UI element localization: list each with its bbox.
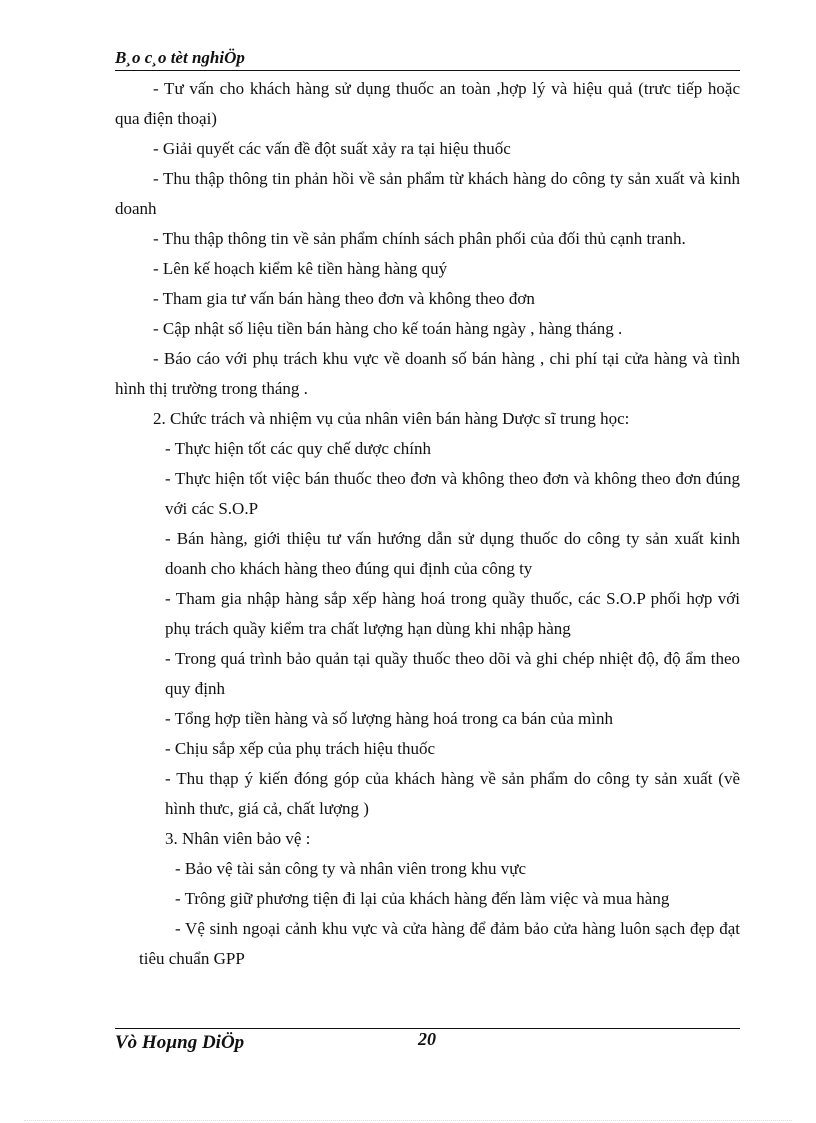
list-item: - Trong quá trình bảo quản tại quầy thuốc theo dõi và ghi chép nhiệt độ, độ ẩm theo quy định [165, 649, 740, 698]
list-item: - Tổng hợp tiền hàng và số lượng hàng hoá trong ca bán của mình [165, 709, 614, 728]
list-item: - Trông giữ phương tiện đi lại của khách hàng đến làm việc và mua hàng [175, 889, 670, 908]
paragraph: - Thu thập thông tin về sản phẩm chính sách phân phối của đối thủ cạnh tranh. [153, 229, 686, 248]
paragraph: - Tư vấn cho khách hàng sử dụng thuốc an toàn ,hợp lý và hiệu quả (trưc tiếp hoặc qua điện thoại) [115, 79, 740, 128]
document-body [115, 74, 740, 974]
list-item: - Chịu sắp xếp của phụ trách hiệu thuốc [165, 739, 436, 758]
list-item: - Bán hàng, giới thiệu tư vấn hướng dẫn sử dụng thuốc do công ty sản xuất kinh doanh cho khách hàng theo đúng qui định của công ty [165, 529, 740, 578]
list-item: - Bảo vệ tài sản công ty và nhân viên trong khu vực [175, 859, 527, 878]
paragraph: - Giải quyết các vấn đề đột suất xảy ra tại hiệu thuốc [153, 139, 511, 158]
section-heading: 3. Nhân viên bảo vệ : [165, 829, 311, 848]
list-item: - Tham gia nhập hàng sắp xếp hàng hoá trong quầy thuốc, các S.O.P phối hợp với phụ trách quầy kiểm tra chất lượng hạn dùng khi nhập hàng [165, 589, 740, 638]
list-item: - Thực hiện tốt các quy chế dược chính [165, 439, 431, 458]
list-item: - Thu thạp ý kiến đóng góp của khách hàng về sản phẩm do công ty sản xuất (về hình thưc, giá cả, chất lượng ) [165, 769, 740, 818]
paragraph: - Thu thập thông tin phản hồi về sản phẩm từ khách hàng do công ty sản xuất và kinh doanh [115, 169, 740, 218]
paragraph: - Lên kế hoạch kiểm kê tiền hàng hàng quý [153, 259, 448, 278]
page-edge [24, 1120, 792, 1121]
section-heading: 2. Chức trách và nhiệm vụ của nhân viên bán hàng Dược sĩ trung học: [153, 409, 630, 428]
footer-author: Vò Hoµng DiÖp [115, 1032, 245, 1053]
running-header-title: B¸o c¸o tèt nghiÖp [115, 48, 245, 67]
paragraph: - Tham gia tư vấn bán hàng theo đơn và không theo đơn [153, 289, 535, 308]
page-number: 20 [418, 1029, 436, 1049]
list-item: - Vệ sinh ngoại cảnh khu vực và cửa hàng để đảm bảo cửa hàng luôn sạch đẹp đạt tiêu chuẩn GPP [139, 919, 740, 968]
header-divider [115, 70, 740, 71]
paragraph: - Cập nhật số liệu tiền bán hàng cho kế toán hàng ngày , hàng tháng . [153, 319, 623, 338]
paragraph: - Báo cáo với phụ trách khu vực về doanh số bán hàng , chi phí tại cửa hàng và tình hình thị trường trong tháng . [115, 349, 740, 398]
list-item: - Thực hiện tốt việc bán thuốc theo đơn và không theo đơn và không theo đơn đúng với các S.O.P [165, 469, 740, 518]
